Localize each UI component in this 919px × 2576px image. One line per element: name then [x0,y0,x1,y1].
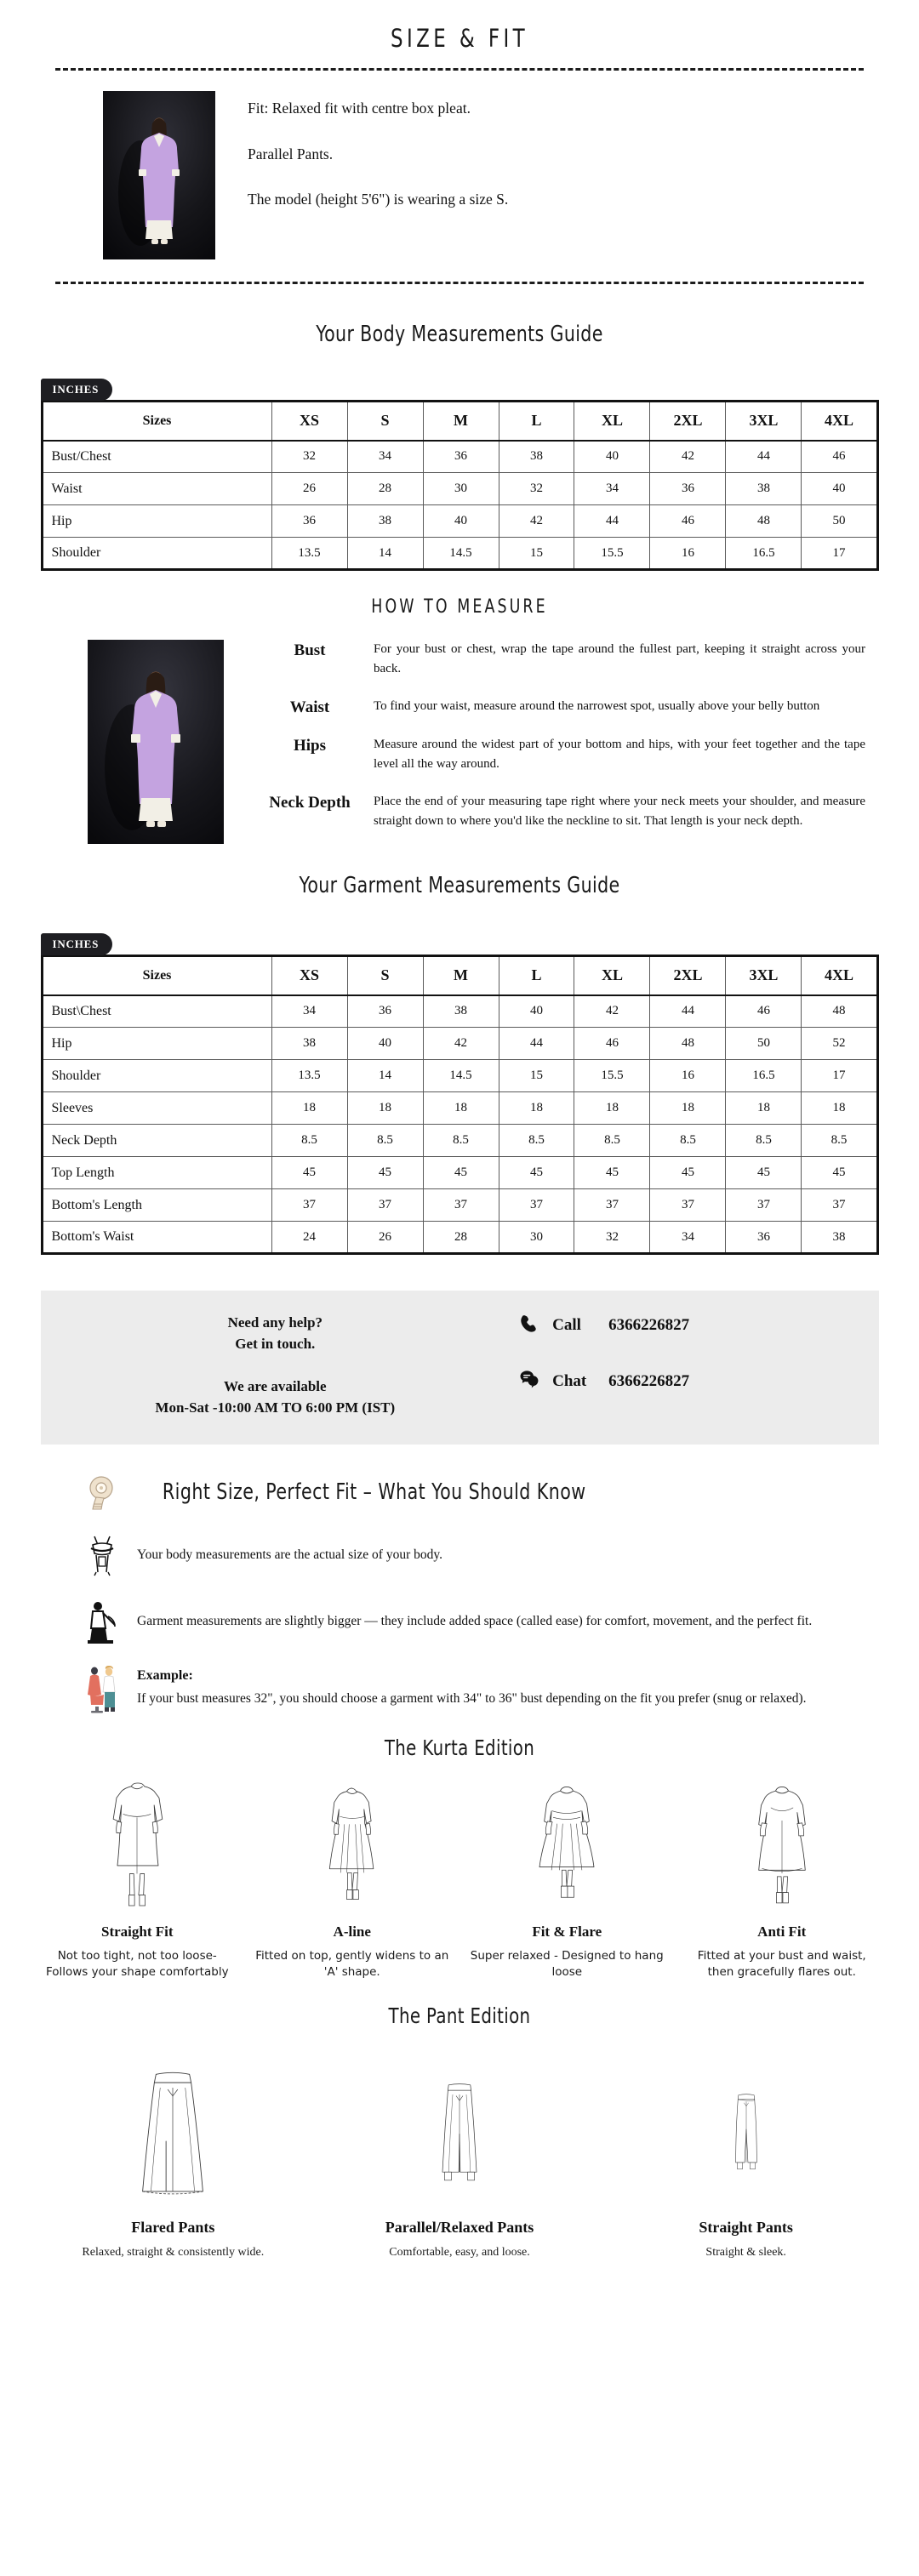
table-cell: 45 [726,1157,802,1189]
table-cell: 44 [574,505,650,538]
table-cell: 36 [347,995,423,1028]
table-cell: 45 [347,1157,423,1189]
table-cell: 34 [271,995,347,1028]
table-cell: 32 [574,1222,650,1254]
help-text-column [41,1313,511,1419]
table-cell: 34 [650,1222,726,1254]
table-cell: 24 [271,1222,347,1254]
table-cell: 48 [650,1028,726,1060]
column-header-m: M [423,402,499,441]
table-cell: 40 [574,441,650,473]
table-cell: 16 [650,1060,726,1092]
measure-label-bust: Bust [294,641,326,659]
table-cell: 14 [347,538,423,570]
table-cell: 15 [499,538,574,570]
column-header-sizes: Sizes [42,402,271,441]
table-cell: 26 [271,473,347,505]
how-to-measure-item [260,792,881,830]
row-label: Hip [42,505,271,538]
measure-label-waist: Waist [289,698,330,716]
table-cell: 14.5 [423,1060,499,1092]
column-header-4xl: 4XL [802,402,877,441]
table-cell: 45 [499,1157,574,1189]
table-cell: 34 [347,441,423,473]
table-cell: 38 [423,995,499,1028]
need-help-line-1: Need any help? [227,1314,323,1331]
table-cell: 18 [423,1092,499,1125]
example-heading: Example: [137,1668,193,1684]
table-row [42,1125,877,1157]
table-row [42,1028,877,1060]
right-size-point-text-0: Your body measurements are the actual size of your body. [137,1547,442,1562]
tailor-icon [83,1599,122,1644]
availability-line-2: Mon-Sat -10:00 AM TO 6:00 PM (IST) [155,1399,396,1416]
row-label: Sleeves [42,1092,271,1125]
table-cell: 45 [650,1157,726,1189]
table-cell: 17 [802,1060,877,1092]
table-cell: 16.5 [726,1060,802,1092]
body-measurements-title: Your Body Measurements Guide [316,322,603,347]
table-cell: 48 [802,995,877,1028]
call-contact-row[interactable] [518,1313,878,1338]
column-header-4xl: 4XL [802,956,877,995]
mannequin-fitting-icon [83,1666,122,1710]
kurta-desc-3: Fitted at your bust and waist, then gracefully flares out. [697,1948,866,1980]
garment-measurements-table [41,955,879,1255]
kurta-desc-1: Fitted on top, gently widens to an 'A' shape. [255,1948,449,1980]
how-to-measure-title: HOW TO MEASURE [371,596,548,618]
chat-number[interactable]: 6366226827 [608,1372,690,1390]
table-header-row [42,402,877,441]
table-cell: 46 [574,1028,650,1060]
help-contact-box [41,1291,879,1445]
right-size-point-text-1: Garment measurements are slightly bigger — they include added space (called ease) for comfort, movement, and the perfect fit. [137,1613,813,1628]
how-to-measure-item [260,697,881,716]
table-cell: 36 [650,473,726,505]
table-cell: 38 [499,441,574,473]
fit-line-2: The model (height 5'6") is wearing a size S. [248,191,509,208]
table-cell: 38 [802,1222,877,1254]
table-row [42,473,877,505]
column-header-3xl: 3XL [726,402,802,441]
size-guide-page [0,24,919,2283]
fit-line-1: Parallel Pants. [248,145,334,162]
column-header-m: M [423,956,499,995]
kurta-name-3: Anti Fit [757,1923,807,1940]
fit-summary-block [55,71,864,259]
column-header-2xl: 2XL [650,402,726,441]
table-cell: 44 [499,1028,574,1060]
pant-desc-0: Relaxed, straight & consistently wide. [82,2245,265,2259]
table-cell: 30 [499,1222,574,1254]
column-header-s: S [347,402,423,441]
call-label: Call [552,1316,581,1334]
table-cell: 46 [726,995,802,1028]
table-row [42,995,877,1028]
kurta-edition-grid [30,1772,889,1981]
measure-desc-bust: For your bust or chest, wrap the tape around the fullest part, keeping it straight across your back. [374,642,865,675]
table-cell: 15 [499,1060,574,1092]
a-line-kurta-illustration [255,1772,450,1915]
garment-measurements-table-block [41,932,879,1255]
table-row [42,505,877,538]
table-cell: 18 [726,1092,802,1125]
right-size-example [38,1666,881,1710]
measure-label-hips: Hips [293,737,327,755]
table-row [42,1157,877,1189]
table-row [42,1092,877,1125]
table-cell: 16 [650,538,726,570]
help-contact-column [510,1313,878,1419]
column-header-l: L [499,402,574,441]
how-to-measure-item [260,735,881,773]
table-cell: 18 [574,1092,650,1125]
column-header-3xl: 3XL [726,956,802,995]
table-cell: 28 [347,473,423,505]
pant-desc-1: Comfortable, easy, and loose. [389,2245,530,2259]
pant-name-0: Flared Pants [131,2218,215,2236]
body-table-unit-tab: INCHES [41,379,113,401]
kurta-item-straight-fit [30,1772,245,1981]
kurta-name-1: A-line [333,1923,371,1940]
divider-bottom [55,282,864,284]
availability-block [41,1376,511,1418]
pant-name-1: Parallel/Relaxed Pants [385,2218,534,2236]
measuring-tape-icon [83,1473,120,1511]
garment-table-unit-tab: INCHES [41,933,113,955]
row-label: Bust\Chest [42,995,271,1028]
table-cell: 14 [347,1060,423,1092]
how-to-measure-block [38,640,881,844]
right-size-header [38,1473,881,1511]
table-cell: 8.5 [650,1125,726,1157]
table-cell: 40 [347,1028,423,1060]
kurta-item-a-line [245,1772,460,1981]
kurta-desc-0: Not too tight, not too loose-Follows your shape comfortably [45,1948,229,1980]
column-header-xl: XL [574,956,650,995]
table-cell: 37 [271,1189,347,1222]
table-cell: 45 [423,1157,499,1189]
table-row [42,538,877,570]
table-cell: 32 [499,473,574,505]
table-cell: 38 [347,505,423,538]
table-cell: 8.5 [802,1125,877,1157]
table-cell: 8.5 [271,1125,347,1157]
model-photo-measure [88,640,224,844]
column-header-sizes: Sizes [42,956,271,995]
model-photo-fit [103,91,215,259]
row-label: Top Length [42,1157,271,1189]
table-cell: 48 [726,505,802,538]
pant-name-2: Straight Pants [699,2218,793,2236]
table-cell: 40 [423,505,499,538]
table-cell: 42 [574,995,650,1028]
table-cell: 37 [499,1189,574,1222]
row-label: Bottom's Length [42,1189,271,1222]
table-cell: 8.5 [499,1125,574,1157]
measure-label-neck-depth: Neck Depth [269,794,351,812]
table-cell: 50 [726,1028,802,1060]
measure-desc-neck-depth: Place the end of your measuring tape right where your neck meets your shoulder, and measure straight down to where you'd like the neckline to sit. That length is your neck depth. [374,795,865,828]
kurta-edition-title: The Kurta Edition [384,1735,535,1760]
table-cell: 8.5 [423,1125,499,1157]
body-measurements-table [41,400,879,571]
table-cell: 37 [802,1189,877,1222]
flared-pants-illustration [40,2040,306,2210]
table-cell: 13.5 [271,538,347,570]
pant-edition-title: The Pant Edition [388,2003,531,2028]
table-cell: 46 [650,505,726,538]
straight-pants-illustration [613,2040,879,2210]
chat-label: Chat [552,1372,587,1390]
table-cell: 18 [347,1092,423,1125]
table-cell: 34 [574,473,650,505]
table-cell: 18 [271,1092,347,1125]
measure-desc-waist: To find your waist, measure around the narrowest spot, usually above your belly button [374,699,820,713]
table-row [42,441,877,473]
table-cell: 44 [726,441,802,473]
table-cell: 14.5 [423,538,499,570]
anti-fit-kurta-illustration [685,1772,880,1915]
row-label: Bust/Chest [42,441,271,473]
straight-fit-kurta-illustration [40,1772,235,1915]
how-to-measure-item [260,640,881,678]
column-header-xs: XS [271,956,347,995]
row-label: Hip [42,1028,271,1060]
pant-desc-2: Straight & sleek. [705,2245,786,2259]
body-measurements-table-block [41,378,879,571]
table-cell: 42 [650,441,726,473]
column-header-s: S [347,956,423,995]
table-cell: 8.5 [726,1125,802,1157]
page-title: SIZE & FIT [390,24,529,53]
need-help-line-2: Get in touch. [235,1335,316,1352]
call-number[interactable]: 6366226827 [608,1316,690,1334]
table-cell: 40 [499,995,574,1028]
column-header-2xl: 2XL [650,956,726,995]
column-header-xs: XS [271,402,347,441]
table-cell: 45 [802,1157,877,1189]
table-cell: 28 [423,1222,499,1254]
table-cell: 36 [726,1222,802,1254]
row-label: Neck Depth [42,1125,271,1157]
kurta-item-fit-and-flare [460,1772,675,1981]
kurta-desc-2: Super relaxed - Designed to hang loose [470,1948,664,1980]
table-cell: 37 [423,1189,499,1222]
table-row [42,1189,877,1222]
fit-text-list [248,91,508,208]
row-label: Shoulder [42,538,271,570]
pant-edition-grid [30,2040,889,2261]
row-label: Bottom's Waist [42,1222,271,1254]
right-size-point [38,1533,881,1577]
fit-line-0: Fit: Relaxed fit with centre box pleat. [248,100,471,117]
table-cell: 36 [423,441,499,473]
table-cell: 42 [499,505,574,538]
table-row [42,1222,877,1254]
table-row [42,1060,877,1092]
garment-measurements-title: Your Garment Measurements Guide [299,873,620,898]
table-cell: 46 [802,441,877,473]
table-cell: 36 [271,505,347,538]
parallel-relaxed-pants-illustration [327,2040,593,2210]
right-size-example-text [137,1666,807,1709]
column-header-xl: XL [574,402,650,441]
table-cell: 13.5 [271,1060,347,1092]
row-label: Waist [42,473,271,505]
table-cell: 32 [271,441,347,473]
table-cell: 18 [802,1092,877,1125]
body-measure-icon [83,1533,122,1577]
kurta-item-anti-fit [675,1772,890,1981]
kurta-name-0: Straight Fit [100,1923,174,1940]
availability-line-1: We are available [224,1378,327,1395]
table-cell: 52 [802,1028,877,1060]
phone-icon [518,1313,544,1338]
model-photo-illustration [103,91,215,259]
table-cell: 37 [574,1189,650,1222]
right-size-point [38,1599,881,1644]
need-help-block [41,1313,511,1354]
table-cell: 45 [271,1157,347,1189]
kurta-name-2: Fit & Flare [532,1923,602,1940]
table-cell: 50 [802,505,877,538]
table-cell: 26 [347,1222,423,1254]
pant-item-parallel-relaxed [317,2040,603,2261]
right-size-title: Right Size, Perfect Fit – What You Should Know [162,1479,586,1505]
table-cell: 15.5 [574,1060,650,1092]
table-cell: 38 [271,1028,347,1060]
table-cell: 45 [574,1157,650,1189]
table-cell: 8.5 [574,1125,650,1157]
table-cell: 37 [347,1189,423,1222]
pant-item-flared [30,2040,317,2261]
table-header-row [42,956,877,995]
table-cell: 38 [726,473,802,505]
example-body: If your bust measures 32", you should choose a garment with 34" to 36" bust depending on the fit you prefer (snug or relaxed). [137,1690,807,1706]
model-photo-illustration [88,640,224,844]
bottom-spacer [0,2261,919,2283]
row-label: Shoulder [42,1060,271,1092]
table-cell: 37 [726,1189,802,1222]
pant-item-straight [602,2040,889,2261]
column-header-l: L [499,956,574,995]
table-cell: 18 [650,1092,726,1125]
measure-desc-hips: Measure around the widest part of your bottom and hips, with your feet together and the tape level all the way around. [374,738,865,771]
table-cell: 30 [423,473,499,505]
table-cell: 17 [802,538,877,570]
table-cell: 18 [499,1092,574,1125]
table-cell: 40 [802,473,877,505]
table-cell: 15.5 [574,538,650,570]
fit-and-flare-kurta-illustration [470,1772,665,1915]
chat-contact-row[interactable] [518,1369,878,1394]
table-cell: 16.5 [726,538,802,570]
how-to-measure-list [260,640,881,830]
table-cell: 44 [650,995,726,1028]
table-cell: 37 [650,1189,726,1222]
table-cell: 8.5 [347,1125,423,1157]
table-cell: 42 [423,1028,499,1060]
chat-bubble-icon [518,1369,544,1394]
